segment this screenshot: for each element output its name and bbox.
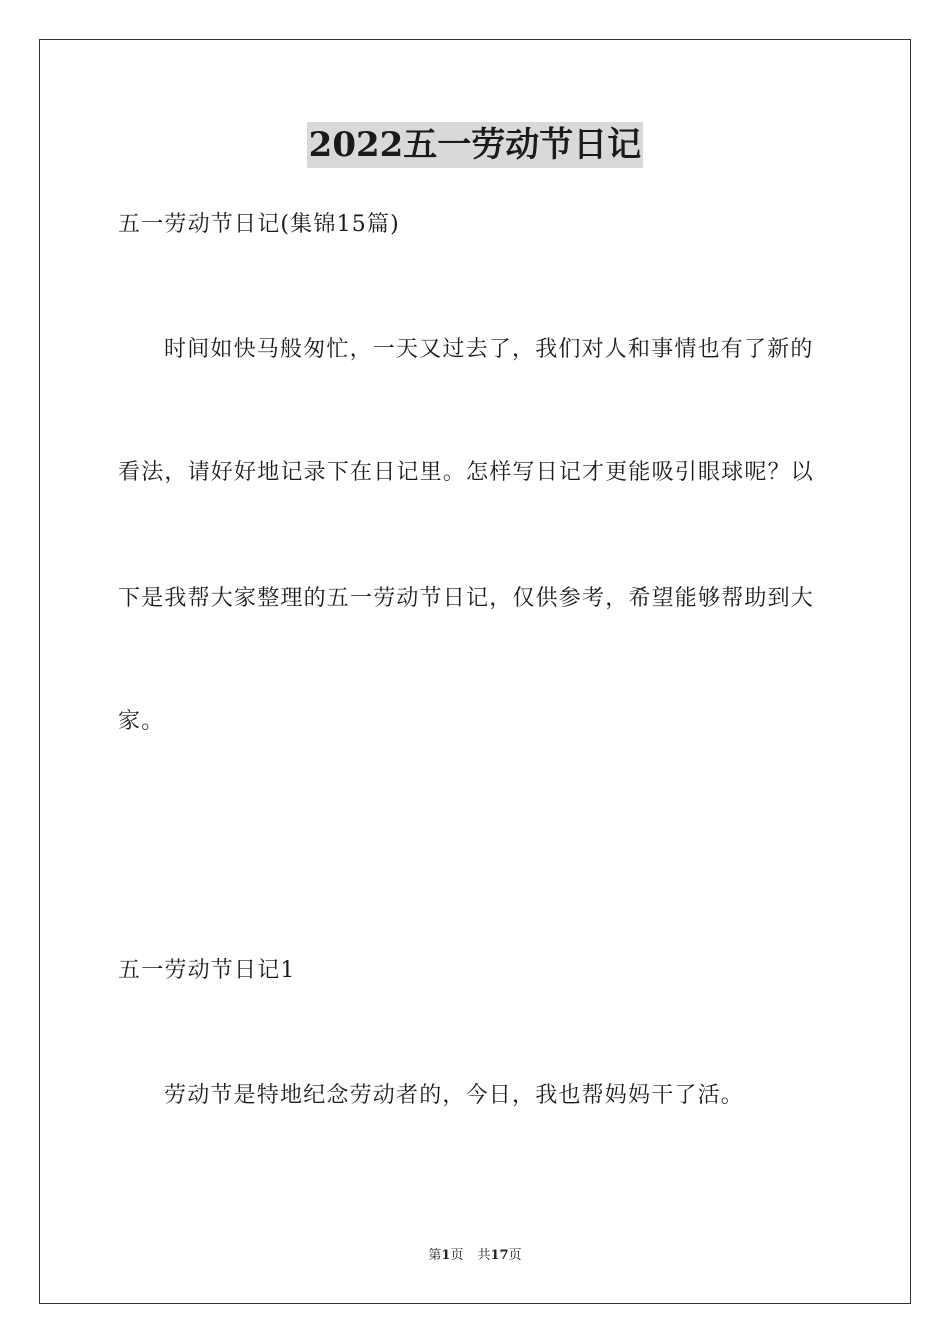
intro-line-4: 家。 [118, 709, 165, 734]
intro-line-2: 看法，请好好地记录下在日记里。怎样写日记才更能吸引眼球呢？以 [118, 460, 815, 485]
document-title: 2022五一劳动节日记 [307, 122, 644, 168]
footer-total-unit: 页 [508, 1248, 522, 1263]
footer-page-number: 1 [441, 1248, 451, 1263]
intro-line-3: 下是我帮大家整理的五一劳动节日记，仅供参考，希望能够帮助到大 [118, 586, 815, 611]
section-heading: 五一劳动节日记1 [118, 958, 296, 983]
footer-total-pages: 17 [490, 1248, 509, 1263]
footer-page-unit: 页 [450, 1248, 464, 1263]
intro-line-1: 时间如快马般匆忙，一天又过去了，我们对人和事情也有了新的 [164, 337, 814, 362]
page-footer [0, 1247, 950, 1265]
footer-prefix: 第 [428, 1248, 442, 1263]
document-subtitle: 五一劳动节日记(集锦15篇) [118, 212, 400, 237]
title-container [0, 122, 950, 168]
footer-total-prefix: 共 [477, 1248, 491, 1263]
section-first-line: 劳动节是特地纪念劳动者的，今日，我也帮妈妈干了活。 [164, 1083, 745, 1108]
